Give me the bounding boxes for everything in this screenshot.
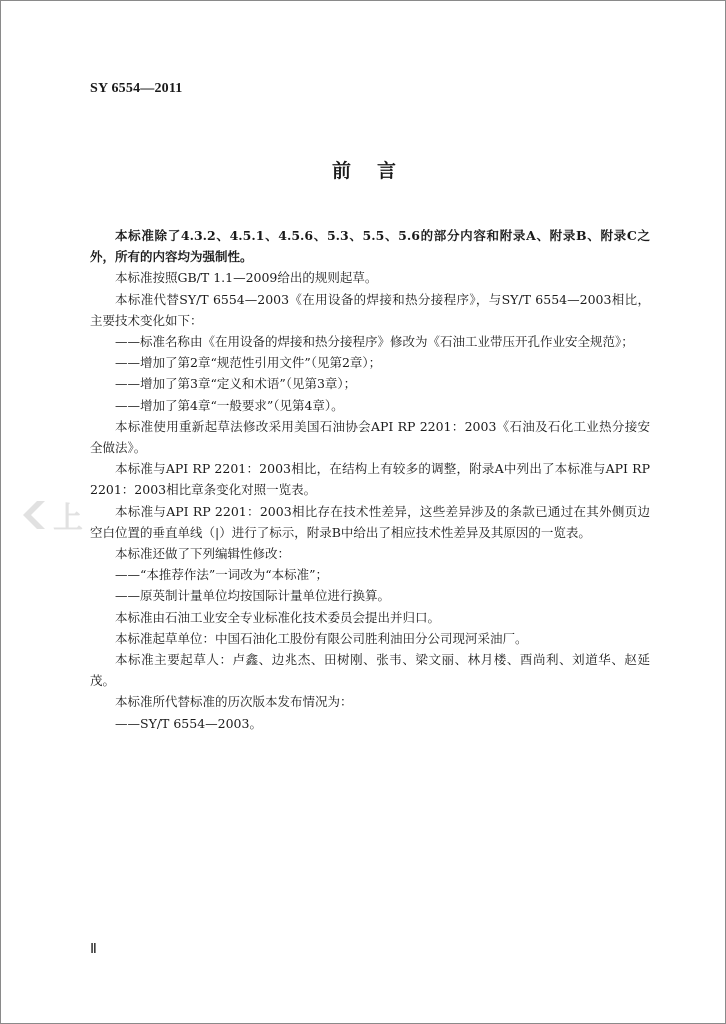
change-item: ——增加了第3章“定义和术语”（见第3章）； — [115, 376, 357, 392]
paragraph-previous-versions: 本标准所代替标准的历次版本发布情况为： — [115, 694, 353, 710]
change-item: ——增加了第2章“规范性引用文件”（见第2章）； — [115, 355, 382, 371]
paragraph-drafting-rules: 本标准按照GB/T 1.1—2009给出的规则起草。 — [115, 270, 378, 286]
editorial-item: ——原英制计量单位均按国际计量单位进行换算。 — [115, 588, 391, 604]
previous-version-item: ——SY/T 6554—2003。 — [115, 715, 262, 731]
change-item: ——标准名称由《在用设备的焊接和热分接程序》修改为《石油工业带压开孔作业安全规范》； — [115, 334, 634, 350]
page-number: Ⅱ — [90, 942, 97, 957]
paragraph-replaces: 本标准代替SY/T 6554—2003《在用设备的焊接和热分接程序》，与SY/T 6554—2003相比，主要技术变化如下： — [90, 291, 650, 328]
paragraph-drafting-unit: 本标准起草单位：中国石油化工股份有限公司胜利油田分公司现河采油厂。 — [115, 630, 528, 646]
change-item: ——增加了第4章“一般要求”（见第4章）。 — [115, 397, 344, 413]
paragraph-proposer: 本标准由石油工业安全专业标准化技术委员会提出并归口。 — [115, 609, 441, 625]
paragraph-mandatory-scope: 本标准除了4.3.2、4.5.1、4.5.6、5.3、5.5、5.6的部分内容和附录A、附录B、附录C之外，所有的内容均为强制性。 — [90, 228, 650, 265]
chevron-left-icon — [19, 499, 45, 531]
paragraph-technical-differences: 本标准与API RP 2201：2003相比存在技术性差异，这些差异涉及的条款已通过在其外侧页边空白位置的垂直单线（|）进行了标示，附录B中给出了相应技术性差异及其原因的一览表。 — [90, 503, 650, 540]
watermark-text: 上 — [53, 501, 83, 536]
paragraph-adoption: 本标准使用重新起草法修改采用美国石油协会API RP 2201：2003《石油及石化工业热分接安全做法》。 — [90, 418, 650, 456]
watermark — [19, 493, 83, 537]
paragraph-drafters: 本标准主要起草人：卢鑫、边兆杰、田树刚、张韦、梁文丽、林月楼、酉尚利、刘道华、赵延茂。 — [90, 652, 650, 689]
paragraph-structure-comparison: 本标准与API RP 2201：2003相比，在结构上有较多的调整，附录A中列出了本标准与API RP 2201：2003相比章条变化对照一览表。 — [90, 461, 650, 498]
standard-code: SY 6554—2011 — [90, 81, 183, 96]
editorial-item: ——“本推荐作法”一词改为“本标准”； — [115, 567, 329, 583]
paragraph-editorial-changes: 本标准还做了下列编辑性修改： — [115, 546, 291, 562]
foreword-body — [90, 225, 650, 734]
page-title: 前言 — [331, 160, 422, 182]
